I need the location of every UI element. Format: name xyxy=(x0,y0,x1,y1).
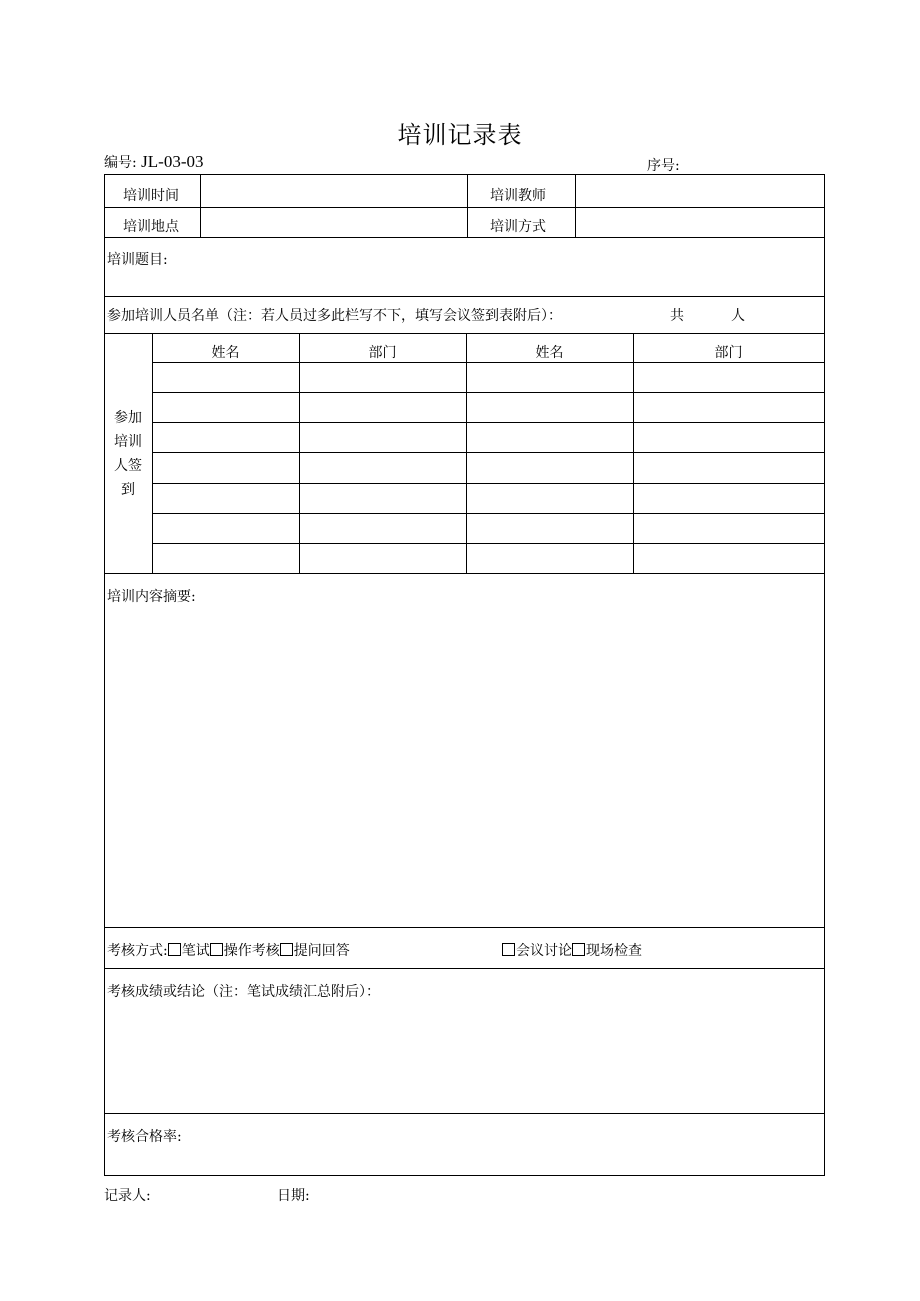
column-header-dept: 部门 xyxy=(714,345,743,361)
column-header-dept: 部门 xyxy=(368,345,397,361)
row-divider xyxy=(104,968,825,969)
assessment-option[interactable]: 会议讨论 xyxy=(502,940,572,960)
attendee-list-label: 参加培训人员名单（注：若人员过多此栏写不下，填写会议签到表附后）： xyxy=(107,308,562,324)
page-title: 培训记录表 xyxy=(397,121,523,149)
row-divider xyxy=(104,333,825,334)
code-label-group xyxy=(104,152,204,172)
col-divider xyxy=(299,333,300,573)
training-time-label: 培训时间 xyxy=(123,188,179,204)
pass-rate-label: 考核合格率: xyxy=(107,1129,182,1145)
signin-side-label-line: 培训 xyxy=(114,434,142,450)
checkbox-icon[interactable] xyxy=(210,943,223,956)
date-label: 日期: xyxy=(277,1188,310,1204)
assessment-option[interactable]: 提问回答 xyxy=(280,940,350,960)
col-divider xyxy=(633,333,634,573)
checkbox-icon[interactable] xyxy=(502,943,515,956)
table-top-border xyxy=(104,174,825,175)
grid-line xyxy=(152,362,825,363)
code-value: JL-03-03 xyxy=(141,152,204,171)
people-unit: 人 xyxy=(731,308,745,324)
grid-line xyxy=(152,422,825,423)
total-label: 共 xyxy=(670,308,684,324)
checkbox-icon[interactable] xyxy=(168,943,181,956)
code-colon: : xyxy=(132,155,137,171)
grid-line xyxy=(152,543,825,544)
col-divider xyxy=(575,174,576,237)
col-divider xyxy=(152,333,153,573)
checkbox-icon[interactable] xyxy=(280,943,293,956)
assessment-label: 考核方式: xyxy=(107,943,168,959)
grid-line xyxy=(152,483,825,484)
grid-line xyxy=(152,452,825,453)
code-label: 编号 xyxy=(104,155,132,171)
assessment-option[interactable]: 笔试 xyxy=(168,940,210,960)
summary-label: 培训内容摘要: xyxy=(107,589,196,605)
training-teacher-label: 培训教师 xyxy=(490,188,546,204)
assessment-method-row xyxy=(107,940,350,960)
assessment-option[interactable]: 操作考核 xyxy=(210,940,280,960)
column-header-name: 姓名 xyxy=(535,345,564,361)
grid-line xyxy=(152,392,825,393)
serial-label: 序号: xyxy=(647,158,680,174)
col-divider xyxy=(467,174,468,237)
grid-line xyxy=(152,513,825,514)
assessment-option[interactable]: 现场检查 xyxy=(572,940,642,960)
recorder-label: 记录人: xyxy=(104,1188,151,1204)
table-border-right xyxy=(824,174,825,1176)
row-divider xyxy=(104,927,825,928)
column-header-name: 姓名 xyxy=(211,345,240,361)
assessment-method-row-2 xyxy=(502,940,642,960)
table-bottom-border xyxy=(104,1175,825,1176)
result-label: 考核成绩或结论（注：笔试成绩汇总附后）： xyxy=(107,984,380,1000)
col-divider xyxy=(200,174,201,237)
row-divider xyxy=(104,207,825,208)
row-divider xyxy=(104,296,825,297)
signin-side-label xyxy=(106,406,150,502)
row-divider xyxy=(104,237,825,238)
row-divider xyxy=(104,1113,825,1114)
training-topic-label: 培训题目: xyxy=(107,252,168,268)
signin-side-label-line: 到 xyxy=(121,482,135,498)
signin-side-label-line: 参加 xyxy=(114,410,142,426)
training-method-label: 培训方式 xyxy=(490,219,546,235)
table-border-left xyxy=(104,174,105,1176)
training-place-label: 培训地点 xyxy=(123,219,179,235)
row-divider xyxy=(104,573,825,574)
signin-side-label-line: 人签 xyxy=(114,458,142,474)
col-divider xyxy=(466,333,467,573)
checkbox-icon[interactable] xyxy=(572,943,585,956)
